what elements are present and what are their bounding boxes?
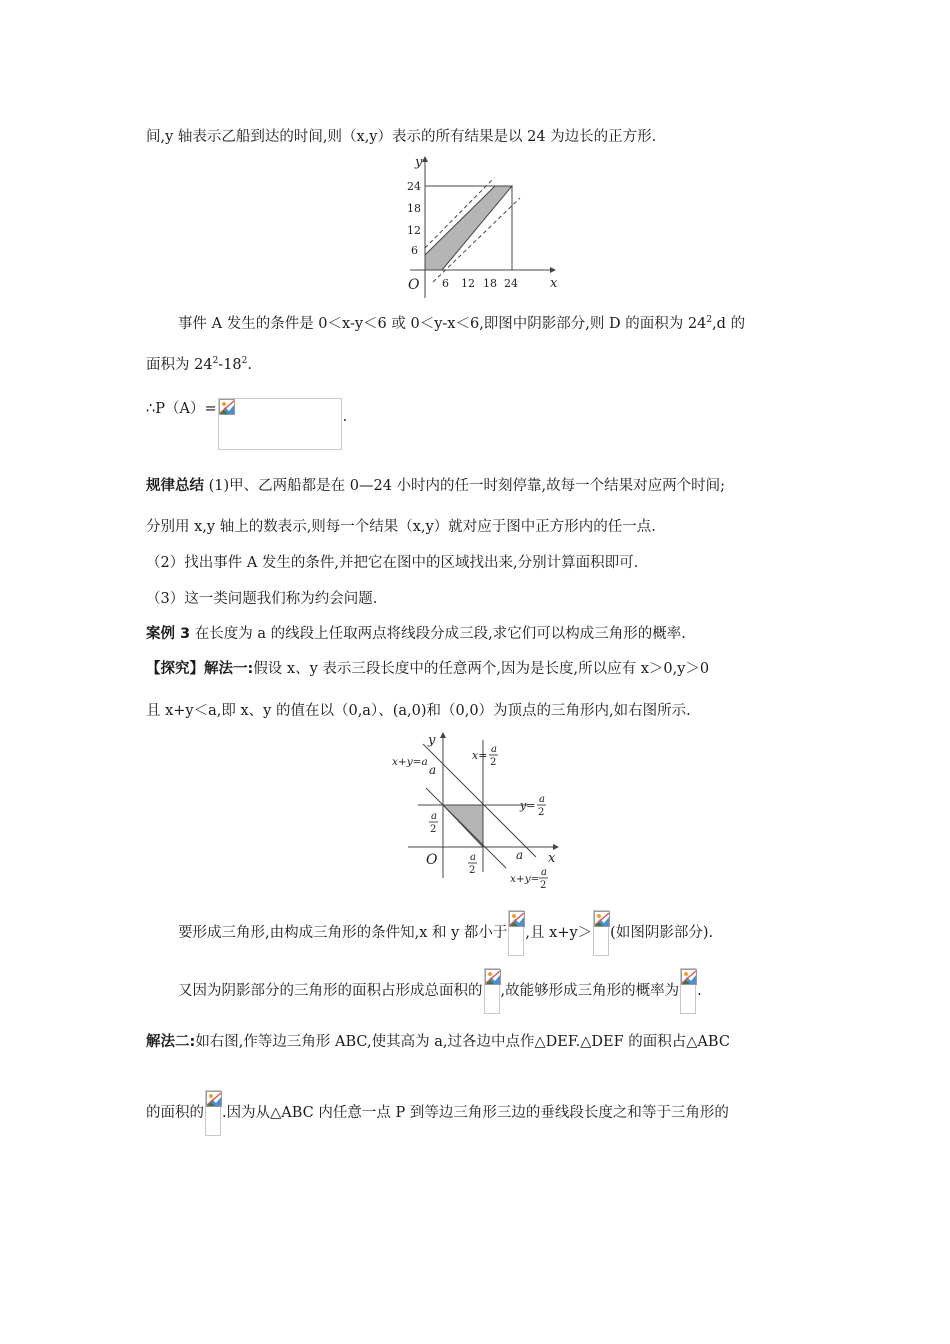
image-placeholder-icon: [509, 911, 525, 927]
svg-text:a: a: [541, 867, 547, 878]
broken-image-probability: [680, 968, 696, 1014]
x-tick-18: 18: [483, 277, 497, 290]
y-tick-24: 24: [407, 180, 421, 193]
paragraph-1: 间,y 轴表示乙船到达的时间,则（x,y）表示的所有结果是以 24 为边长的正方形.: [146, 129, 657, 145]
y-tick-18: 18: [407, 202, 421, 215]
explore-paragraph-2: 且 x+y＜a,即 x、y 的值在以（0,a）、(a,0)和（0,0）为顶点的三角形内,如右图所示.: [146, 703, 691, 719]
line-label-x-plus-y-eq-a: x+y=a: [392, 756, 428, 768]
image-placeholder-icon: [681, 969, 697, 985]
figure-triangle-chart: [388, 732, 568, 892]
x-tick-12: 12: [461, 277, 475, 290]
svg-text:2: 2: [469, 865, 476, 876]
svg-text:a: a: [470, 852, 476, 863]
paragraph-4: 要形成三角形,由构成三角形的条件知,x 和 y 都小于 ,且 x+y＞ (如图阴影部分).: [178, 910, 713, 956]
svg-text:a: a: [431, 811, 437, 822]
shaded-region: [425, 186, 512, 270]
y-axis-label: y: [415, 155, 423, 170]
paragraph-5: 又因为阴影部分的三角形的面积占形成总面积的 ,故能够形成三角形的概率为 .: [178, 968, 702, 1014]
origin-label: O: [408, 277, 420, 293]
svg-text:a: a: [491, 744, 497, 755]
broken-image-half-a: [508, 910, 524, 956]
svg-text:2: 2: [540, 880, 547, 891]
paragraph-6: 的面积的 .因为从△ABC 内任意一点 P 到等边三角形三边的垂线段长度之和等于三角形的: [146, 1090, 729, 1136]
tick-a-y: a: [429, 763, 437, 777]
case-3-heading: 案例 3 在长度为 a 的线段上任取两点将线段分成三段,求它们可以构成三角形的概率.: [146, 626, 686, 642]
y-tick-12: 12: [407, 224, 421, 237]
svg-text:2: 2: [430, 824, 437, 835]
svg-text:x+y=: x+y=: [510, 873, 540, 885]
broken-image-area-ratio: [484, 968, 500, 1014]
method-2-paragraph: 解法二:如右图,作等边三角形 ABC,使其高为 a,过各边中点作△DEF.△DEF 的面积占△ABC: [146, 1034, 730, 1050]
svg-text:2: 2: [538, 807, 545, 818]
origin-label: O: [426, 852, 438, 868]
paragraph-2a: 事件 A 发生的条件是 0＜x-y＜6 或 0＜y-x＜6,即图中阴影部分,则 D 的面积为 $24^2,d$ 的: [178, 315, 746, 332]
svg-text:a: a: [539, 794, 545, 805]
y-tick-6: 6: [411, 244, 418, 257]
x-axis-label: x: [550, 276, 558, 291]
image-placeholder-icon: [594, 911, 610, 927]
rule-summary-1: 规律总结 (1)甲、乙两船都是在 0—24 小时内的任一时刻停靠,故每一个结果对应两个时间;: [146, 478, 726, 494]
broken-image-half-a-2: [593, 910, 609, 956]
x-axis-label: x: [548, 851, 556, 866]
rule-summary-3: （3）这一类问题我们称为约会问题.: [146, 591, 378, 607]
x-tick-24: 24: [504, 277, 518, 290]
rule-summary-2: （2）找出事件 A 发生的条件,并把它在图中的区域找出来,分别计算面积即可.: [146, 555, 639, 571]
svg-text:y=: y=: [520, 799, 536, 812]
broken-image-def-ratio: [205, 1090, 221, 1136]
paragraph-3: ∴P（A）= .: [146, 398, 347, 450]
x-tick-6: 6: [442, 277, 449, 290]
paragraph-2b: 面积为 $24^2-18^2$.: [146, 356, 252, 373]
figure-square-chart: [390, 150, 570, 306]
y-axis-label: y: [428, 733, 436, 748]
image-placeholder-icon: [219, 399, 235, 415]
tick-a-x: a: [516, 848, 524, 862]
broken-image-formula: [218, 398, 342, 450]
svg-text:x=: x=: [472, 749, 488, 762]
image-placeholder-icon: [206, 1091, 222, 1107]
svg-text:2: 2: [490, 757, 497, 768]
rule-summary-1b: 分别用 x,y 轴上的数表示,则每一个结果（x,y）就对应于图中正方形内的任一点.: [146, 519, 656, 535]
image-placeholder-icon: [485, 969, 501, 985]
explore-paragraph: 【探究】解法一:假设 x、y 表示三段长度中的任意两个,因为是长度,所以应有 x＞0,y＞0: [146, 661, 710, 677]
